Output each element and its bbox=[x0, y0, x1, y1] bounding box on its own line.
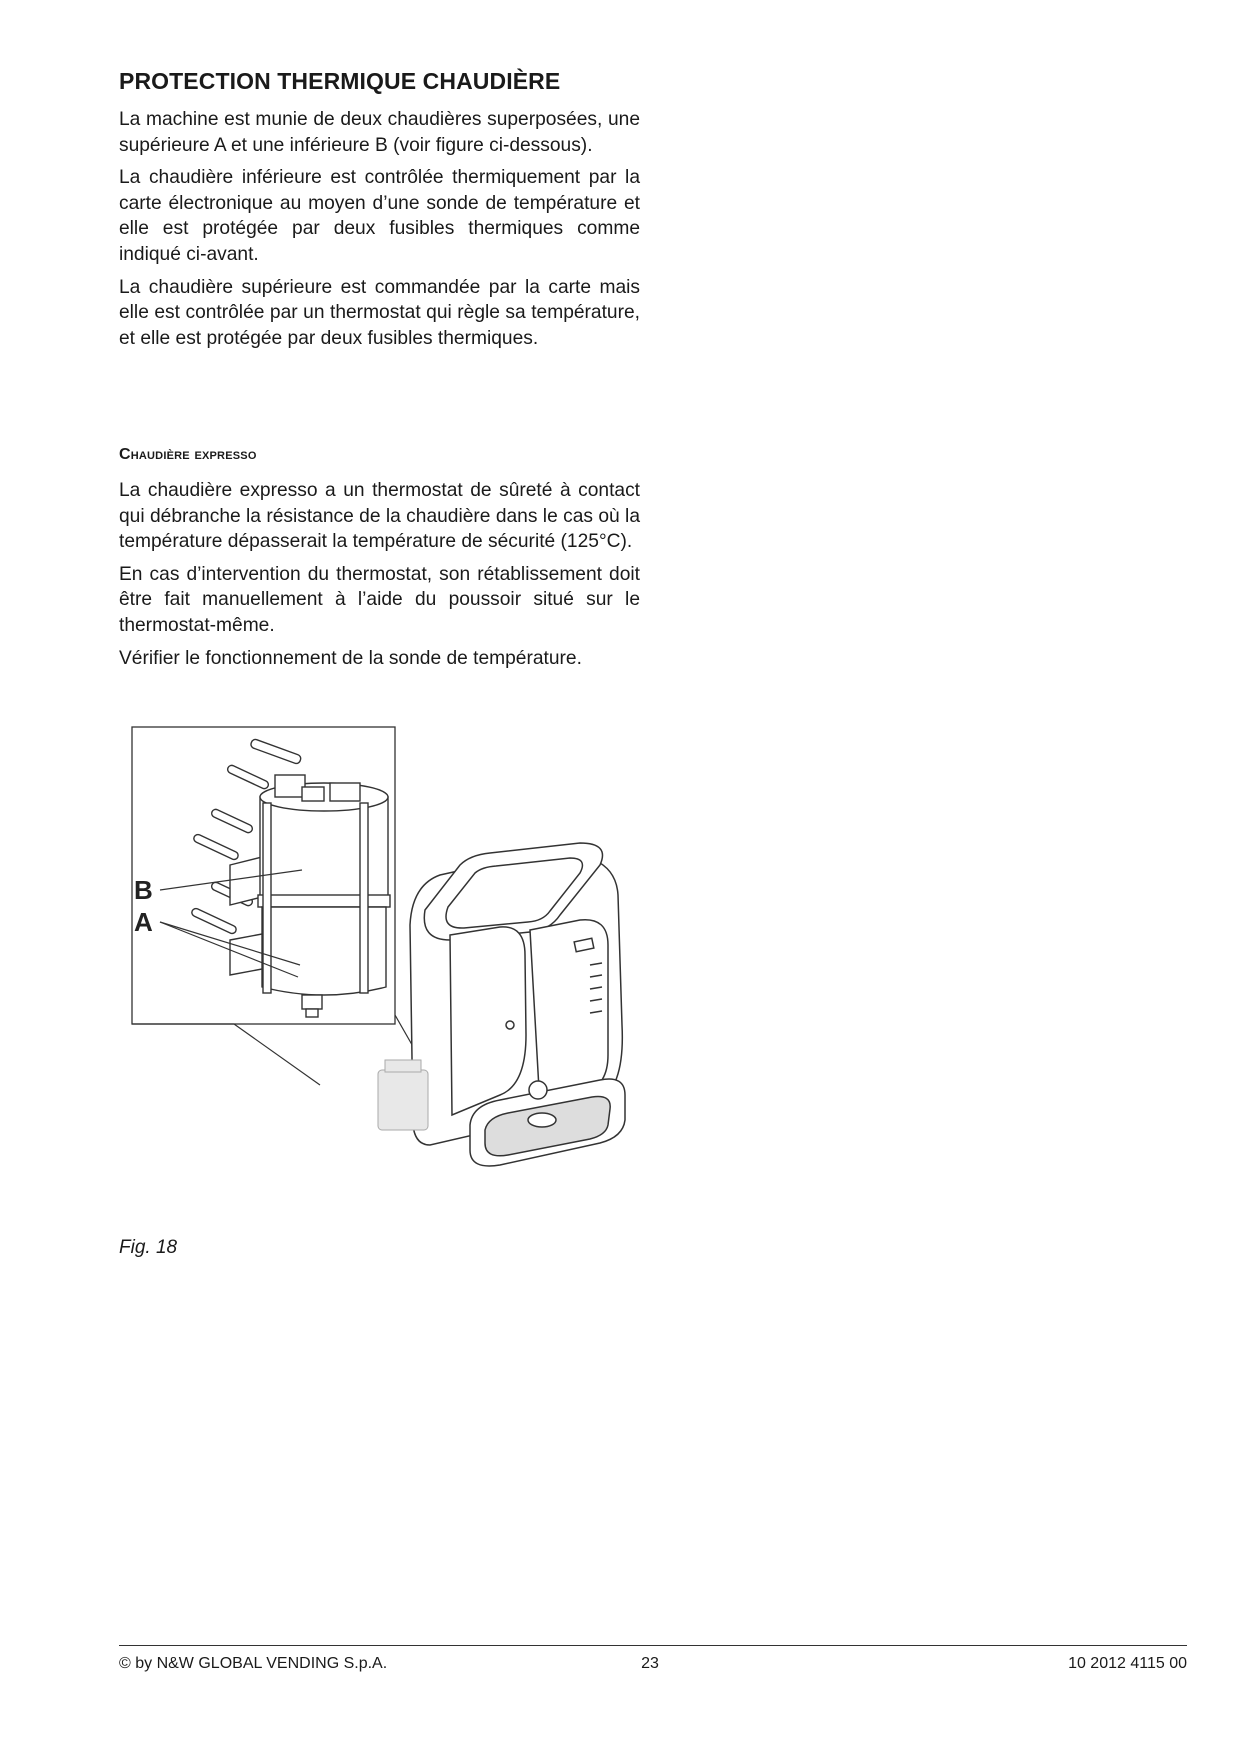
figure-caption: Fig. 18 bbox=[119, 1237, 178, 1258]
footer-rule bbox=[119, 1645, 1187, 1646]
coffee-machine-illustration bbox=[410, 843, 625, 1166]
internal-boiler-ghost bbox=[378, 1060, 428, 1130]
expresso-section bbox=[119, 478, 640, 678]
boiler-illustration bbox=[191, 738, 390, 1017]
page-title: PROTECTION THERMIQUE CHAUDIÈRE bbox=[119, 68, 561, 94]
label-b: B bbox=[134, 875, 153, 905]
expresso-paragraph-1: La chaudière expresso a un thermostat de sûreté à contact qui débranche la résistance de la chaudière dans le cas où la température dépasserait la température de sécurité (125°C). bbox=[119, 480, 640, 553]
intro-paragraph-3: La chaudière supérieure est commandée par la carte mais elle est contrôlée par un thermostat qui règle sa température, et elle est protégée par deux fusibles thermiques. bbox=[119, 276, 640, 349]
intro-section bbox=[119, 107, 640, 358]
boiler-figure bbox=[130, 725, 640, 1222]
footer-doc-code: 10 2012 4115 00 bbox=[1068, 1655, 1187, 1672]
label-a: A bbox=[134, 907, 153, 937]
subsection-heading: Chaudière expresso bbox=[119, 446, 257, 463]
inset-leader-line bbox=[132, 1024, 320, 1085]
footer-page-number: 23 bbox=[641, 1655, 659, 1672]
intro-paragraph-1: La machine est munie de deux chaudières superposées, une supérieure A et une inférieure B (voir figure ci-dessous). bbox=[119, 109, 640, 156]
footer-copyright: © by N&W GLOBAL VENDING S.p.A. bbox=[119, 1655, 388, 1672]
expresso-paragraph-3: Vérifier le fonctionnement de la sonde de température. bbox=[119, 647, 582, 669]
expresso-paragraph-2: En cas d’intervention du thermostat, son rétablissement doit être fait manuellement à l’aide du poussoir situé sur le thermostat-même. bbox=[119, 563, 640, 636]
intro-paragraph-2: La chaudière inférieure est contrôlée thermiquement par la carte électronique au moyen d’une sonde de température et elle est protégée par deux fusibles thermiques comme indiqué ci-avant. bbox=[119, 167, 640, 265]
subsection-heading-wrap bbox=[119, 446, 640, 468]
